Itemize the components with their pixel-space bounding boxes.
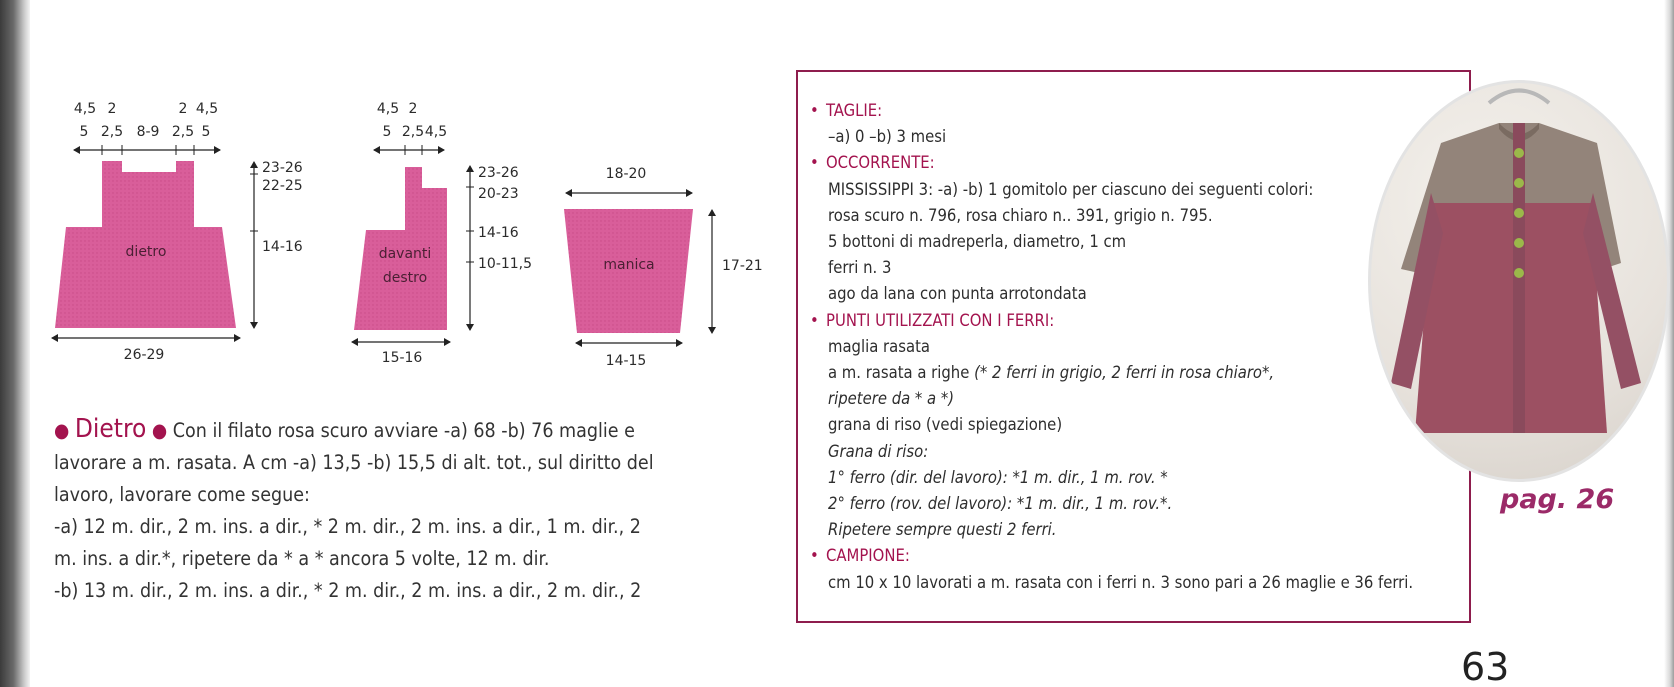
sizes-heading: • TAGLIE:	[810, 101, 883, 120]
instructions-line: lavoro, lavorare come segue:	[54, 483, 310, 506]
schematic-diagrams	[0, 0, 780, 400]
front-dim-side: 10-11,5	[478, 256, 533, 272]
back-dim-side: 23-26	[262, 160, 303, 176]
materials-heading: • OCCORRENTE:	[810, 153, 935, 173]
back-dim-side: 14-16	[262, 239, 303, 255]
materials-item: ferri n. 3	[828, 258, 892, 278]
front-piece-label: destro	[382, 270, 428, 286]
front-dim-top: 4,5	[424, 124, 448, 140]
button-icon	[1514, 238, 1524, 248]
sleeve-dim-bottom: 14-15	[605, 353, 647, 369]
seed-stitch-title: Grana di riso:	[828, 441, 929, 461]
back-dim-top: 8-9	[136, 124, 160, 140]
seed-stitch-row: 2° ferro (rov. del lavoro): *1 m. dir., 1 m. rov.*.	[828, 494, 1173, 514]
stitch-item: grana di riso (vedi spiegazione)	[828, 415, 1063, 435]
back-dim-top: 2,5	[171, 124, 195, 140]
bullet-icon: ●	[54, 419, 70, 442]
back-dim-top: 5	[79, 124, 89, 140]
stitch-item: maglia rasata	[828, 336, 930, 356]
sleeve-dim-top: 18-20	[605, 166, 647, 182]
front-dim-side: 20-23	[478, 186, 519, 202]
back-dim-top: 4,5	[195, 101, 219, 117]
front-dim-top: 4,5	[376, 101, 400, 117]
section-title: Dietro	[74, 414, 147, 444]
sizes-value: –a) 0 –b) 3 mesi	[828, 127, 947, 147]
button-icon	[1514, 178, 1524, 188]
materials-item: rosa scuro n. 796, rosa chiaro n.. 391, grigio n. 795.	[828, 205, 1213, 225]
instructions-line: -a) 12 m. dir., 2 m. ins. a dir., * 2 m. dir., 2 m. ins. a dir., 1 m. dir., 2	[54, 515, 641, 538]
sleeve-piece-label: manica	[603, 257, 655, 273]
gauge-value: cm 10 x 10 lavorati a m. rasata con i ferri n. 3 sono pari a 26 maglie e 36 ferri.	[828, 572, 1414, 592]
instructions-line: m. ins. a dir.*, ripetere da * a * ancora 5 volte, 12 m. dir.	[54, 547, 550, 570]
diagram-back	[52, 101, 303, 363]
seed-stitch-row: 1° ferro (dir. del lavoro): *1 m. dir., 1 m. rov. *	[828, 467, 1168, 487]
seed-stitch-repeat: Ripetere sempre questi 2 ferri.	[828, 520, 1057, 540]
diagram-right-front	[352, 101, 532, 366]
front-dim-side: 23-26	[478, 165, 519, 181]
back-dim-side: 22-25	[262, 178, 303, 194]
front-dim-side: 14-16	[478, 225, 519, 241]
instructions-line: lavorare a m. rasata. A cm -a) 13,5 -b) 15,5 di alt. tot., sul diritto del	[54, 451, 654, 474]
sleeve-dim-side: 17-21	[722, 258, 763, 274]
front-dim-top: 2,5	[401, 124, 425, 140]
gauge-heading: • CAMPIONE:	[810, 546, 910, 566]
instructions-text-line: Con il filato rosa scuro avviare -a) 68 -b) 76 maglie e	[172, 419, 635, 442]
instructions-text	[54, 413, 744, 607]
front-dim-bottom: 15-16	[381, 350, 423, 366]
hanger-hook	[1489, 91, 1549, 104]
front-dim-top: 2	[408, 101, 418, 117]
back-dim-bottom: 26-29	[123, 347, 165, 363]
instructions-line: -b) 13 m. dir., 2 m. ins. a dir., * 2 m. dir., 2 m. ins. a dir., 2 m. dir., 2	[54, 579, 642, 602]
instructions-line	[54, 413, 744, 447]
button-icon	[1514, 268, 1524, 278]
stitch-item: a m. rasata a righe (* 2 ferri in grigio, 2 ferri in rosa chiaro*,	[828, 363, 1275, 383]
back-piece-label: dietro	[125, 244, 167, 260]
photo-page-reference: pag. 26	[1500, 484, 1615, 515]
page-number: 63	[1461, 645, 1510, 687]
back-dim-top: 2,5	[100, 124, 124, 140]
back-dim-top: 2	[107, 101, 117, 117]
front-dim-top: 5	[382, 124, 392, 140]
materials-item: 5 bottoni di madreperla, diametro, 1 cm	[828, 232, 1127, 252]
materials-item: MISSISSIPPI 3: -a) -b) 1 gomitolo per ciascuno dei seguenti colori:	[828, 179, 1314, 199]
back-dim-top: 2	[178, 101, 188, 117]
materials-item: ago da lana con punta arrotondata	[828, 284, 1087, 304]
page-edge-shadow	[1664, 0, 1674, 687]
button-icon	[1514, 148, 1524, 158]
diagram-sleeve	[564, 166, 763, 369]
stitch-item: ripetere da * a *)	[828, 389, 955, 409]
back-dim-top: 5	[201, 124, 211, 140]
back-dim-top: 4,5	[73, 101, 97, 117]
info-content	[810, 98, 1490, 596]
front-piece-label: davanti	[378, 246, 432, 262]
button-icon	[1514, 208, 1524, 218]
stitches-heading: • PUNTI UTILIZZATI CON I FERRI:	[810, 310, 1055, 330]
bullet-icon: ●	[151, 419, 168, 442]
